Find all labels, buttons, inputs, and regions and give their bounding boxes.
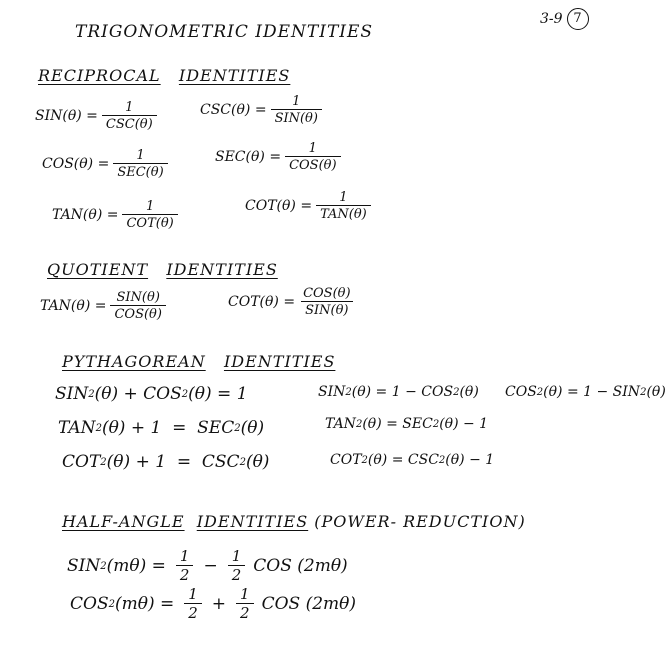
denominator: TAN(θ) bbox=[316, 205, 371, 222]
quotient-heading-b: IDENTITIES bbox=[166, 260, 278, 279]
page-number bbox=[540, 8, 589, 30]
denominator: COS(θ) bbox=[110, 305, 165, 322]
term: (θ) + COS bbox=[94, 384, 182, 404]
term: (θ) − 1 bbox=[439, 416, 489, 432]
reciprocal-sin bbox=[35, 100, 161, 132]
numerator: COS(θ) bbox=[303, 286, 351, 301]
pythagorean-eq1 bbox=[55, 384, 248, 404]
pythagorean-heading bbox=[62, 352, 335, 371]
numerator: 1 bbox=[125, 100, 134, 115]
lhs: SIN(θ) = bbox=[35, 108, 98, 124]
numerator: 1 bbox=[179, 547, 190, 565]
fraction bbox=[102, 100, 157, 132]
half-angle-heading bbox=[62, 512, 526, 531]
exponent: 2 bbox=[88, 388, 95, 400]
quotient-cot bbox=[228, 286, 359, 318]
page-title: TRIGONOMETRIC IDENTITIES bbox=[75, 22, 374, 42]
lhs: TAN(θ) = bbox=[40, 298, 107, 314]
numerator: 1 bbox=[145, 199, 155, 214]
quotient-tan bbox=[40, 290, 170, 322]
pythagorean-eq5 bbox=[505, 384, 666, 400]
reciprocal-heading-b: IDENTITIES bbox=[178, 66, 291, 85]
term: COS (2mθ) bbox=[261, 594, 357, 614]
reciprocal-cos bbox=[42, 148, 172, 180]
half-angle-heading-c: (POWER- REDUCTION) bbox=[314, 512, 526, 531]
exponent: 2 bbox=[355, 418, 363, 430]
term: (θ) bbox=[240, 418, 265, 438]
term: COT bbox=[62, 452, 101, 472]
reciprocal-sec bbox=[215, 141, 345, 173]
fraction bbox=[176, 548, 194, 584]
lhs: COS(θ) = bbox=[42, 156, 110, 172]
denominator: SEC(θ) bbox=[113, 163, 167, 180]
fraction bbox=[184, 586, 202, 622]
denominator: SIN(θ) bbox=[271, 109, 322, 126]
term: (θ) = 1 bbox=[188, 384, 248, 404]
exponent: 2 bbox=[361, 454, 368, 466]
reciprocal-cot bbox=[245, 190, 375, 222]
numerator: 1 bbox=[188, 585, 198, 603]
pythagorean-eq2 bbox=[58, 418, 264, 438]
exponent: 2 bbox=[100, 560, 107, 572]
quotient-heading bbox=[47, 260, 278, 279]
exponent: 2 bbox=[181, 388, 189, 400]
term: TAN bbox=[325, 416, 356, 432]
fraction bbox=[299, 286, 354, 318]
fraction bbox=[285, 141, 340, 173]
half-angle-sin bbox=[67, 548, 348, 584]
denominator: COT(θ) bbox=[122, 214, 177, 231]
circled-page-number: 7 bbox=[567, 8, 589, 30]
term: SIN bbox=[55, 384, 89, 404]
pythagorean-eq4 bbox=[318, 384, 479, 400]
numerator: 1 bbox=[231, 547, 242, 565]
fraction bbox=[110, 290, 165, 322]
fraction bbox=[271, 94, 322, 126]
fraction bbox=[236, 586, 254, 622]
term: (θ) bbox=[646, 384, 666, 400]
term: (θ) = CSC bbox=[367, 452, 439, 468]
term: (mθ) = bbox=[114, 594, 175, 614]
exponent: 2 bbox=[239, 456, 246, 468]
reciprocal-tan bbox=[52, 199, 182, 231]
term: (θ) = SEC bbox=[362, 416, 433, 432]
term: COS bbox=[505, 384, 537, 400]
reciprocal-heading bbox=[38, 66, 290, 85]
term: (θ) bbox=[459, 384, 479, 400]
exponent: 2 bbox=[453, 386, 460, 398]
half-angle-heading-a: HALF-ANGLE bbox=[62, 512, 185, 531]
operator: − bbox=[203, 556, 218, 576]
exponent: 2 bbox=[100, 456, 107, 468]
denominator: SIN(θ) bbox=[301, 301, 352, 318]
denominator: 2 bbox=[236, 603, 254, 622]
operator: + bbox=[211, 594, 227, 614]
term: (θ) + 1 = SEC bbox=[101, 418, 235, 438]
numerator: 1 bbox=[308, 141, 317, 156]
pythagorean-eq7 bbox=[330, 452, 494, 468]
term: (θ) = 1 − COS bbox=[351, 384, 454, 400]
pythagorean-eq3 bbox=[62, 452, 269, 472]
fraction bbox=[113, 148, 167, 180]
half-angle-cos bbox=[70, 586, 356, 622]
denominator: CSC(θ) bbox=[102, 115, 157, 132]
lhs: SEC(θ) = bbox=[215, 149, 282, 165]
fraction bbox=[316, 190, 371, 222]
denominator: 2 bbox=[176, 565, 194, 584]
exponent: 2 bbox=[536, 386, 544, 398]
exponent: 2 bbox=[108, 598, 115, 610]
term: (θ) − 1 bbox=[445, 452, 495, 468]
denominator: 2 bbox=[228, 565, 246, 584]
term: (mθ) = bbox=[106, 556, 166, 576]
lhs: TAN(θ) = bbox=[52, 207, 119, 223]
numerator: 1 bbox=[240, 585, 250, 603]
term: SIN bbox=[67, 556, 101, 576]
exponent: 2 bbox=[432, 418, 440, 430]
exponent: 2 bbox=[438, 454, 446, 466]
exponent: 2 bbox=[95, 422, 102, 434]
half-angle-heading-b: IDENTITIES bbox=[196, 512, 309, 531]
exponent: 2 bbox=[345, 386, 352, 398]
term: COT bbox=[330, 452, 362, 468]
numerator: 1 bbox=[339, 190, 348, 205]
term: COS (2mθ) bbox=[253, 556, 348, 576]
pythagorean-eq6 bbox=[325, 416, 488, 432]
term: SIN bbox=[318, 384, 346, 400]
term: (θ) = 1 − SIN bbox=[543, 384, 641, 400]
pythagorean-heading-a: PYTHAGOREAN bbox=[62, 352, 206, 371]
denominator: COS(θ) bbox=[285, 156, 340, 173]
fraction bbox=[228, 548, 246, 584]
term: (θ) bbox=[245, 452, 270, 472]
fraction bbox=[122, 199, 177, 231]
term: TAN bbox=[58, 418, 96, 438]
exponent: 2 bbox=[640, 386, 647, 398]
page-ref: 3-9 bbox=[540, 11, 563, 27]
denominator: 2 bbox=[184, 603, 202, 622]
exponent: 2 bbox=[234, 422, 241, 434]
reciprocal-heading-a: RECIPROCAL bbox=[38, 66, 161, 85]
lhs: COT(θ) = bbox=[245, 198, 313, 214]
numerator: 1 bbox=[292, 94, 301, 109]
term: COS bbox=[70, 594, 109, 614]
reciprocal-csc bbox=[200, 94, 326, 126]
quotient-heading-a: QUOTIENT bbox=[47, 260, 149, 279]
lhs: COT(θ) = bbox=[228, 294, 296, 310]
lhs: CSC(θ) = bbox=[200, 102, 267, 118]
pythagorean-heading-b: IDENTITIES bbox=[223, 352, 336, 371]
numerator: 1 bbox=[136, 148, 145, 163]
term: (θ) + 1 = CSC bbox=[106, 452, 240, 472]
numerator: SIN(θ) bbox=[116, 290, 160, 305]
